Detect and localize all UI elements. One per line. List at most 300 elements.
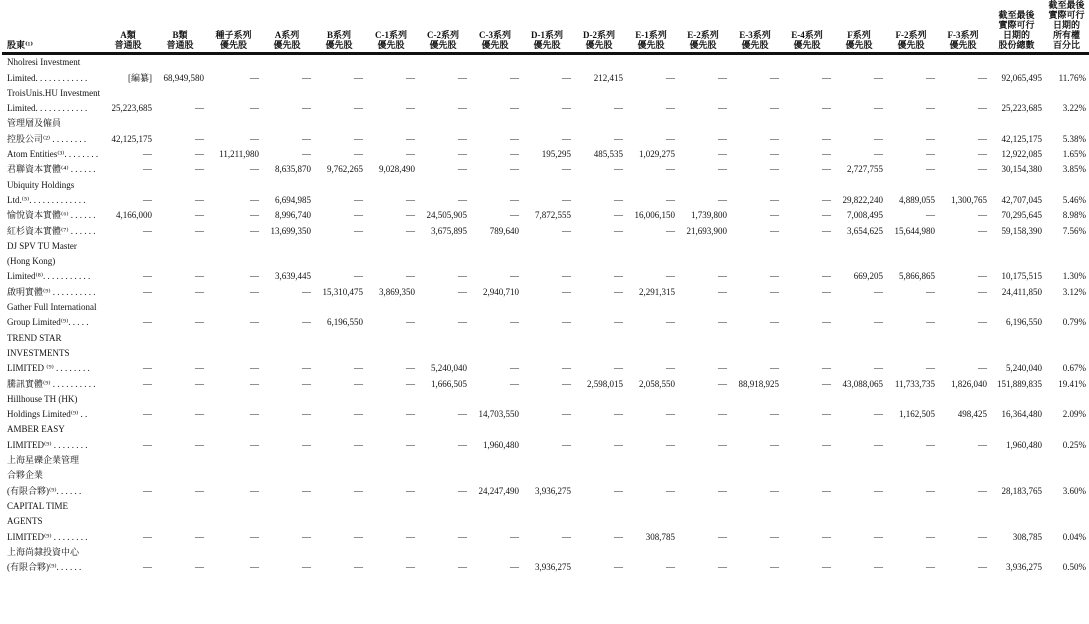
total-shares-cell: 42,125,175 xyxy=(1001,133,1042,144)
share-count-cell xyxy=(781,545,833,560)
table-row xyxy=(2,116,1089,131)
share-count-cell xyxy=(729,346,781,361)
share-count-cell xyxy=(677,116,729,131)
share-count-cell: — xyxy=(926,210,935,221)
share-count-cell xyxy=(781,116,833,131)
share-count-cell: — xyxy=(354,409,363,420)
table-row xyxy=(2,376,1089,391)
share-count-cell xyxy=(885,239,937,254)
header-line: 優先股 xyxy=(585,40,613,50)
share-count-cell xyxy=(313,499,365,514)
header-column-10 xyxy=(573,0,625,54)
share-count-cell: — xyxy=(195,317,204,328)
share-count-cell xyxy=(206,545,261,560)
total-shares-cell: 12,922,085 xyxy=(1001,149,1042,160)
share-count-cell: 789,640 xyxy=(489,225,519,236)
share-count-cell xyxy=(313,300,365,315)
share-count-cell xyxy=(573,86,625,101)
share-count-cell: — xyxy=(666,133,675,144)
share-count-cell xyxy=(261,422,313,437)
header-line: E-4系列 xyxy=(791,30,823,40)
share-count-cell: — xyxy=(978,317,987,328)
share-count-cell xyxy=(469,254,521,269)
share-count-cell xyxy=(102,346,154,361)
share-count-cell xyxy=(417,330,469,345)
share-count-cell: — xyxy=(926,164,935,175)
header-line: 種子系列 xyxy=(215,30,252,40)
share-count-cell xyxy=(102,177,154,192)
share-count-cell xyxy=(885,300,937,315)
share-count-cell xyxy=(781,468,833,483)
share-count-cell xyxy=(261,392,313,407)
share-count-cell: — xyxy=(666,485,675,496)
share-count-cell xyxy=(677,86,729,101)
share-count-cell: 24,247,490 xyxy=(478,485,519,496)
shareholder-name: 上海星礫企業管理 xyxy=(7,455,80,466)
share-count-cell: — xyxy=(666,317,675,328)
share-count-cell xyxy=(206,300,261,315)
share-count-cell xyxy=(417,346,469,361)
share-count-cell xyxy=(833,453,885,468)
share-count-cell: — xyxy=(562,103,571,114)
share-count-cell: — xyxy=(302,363,311,374)
header-column-6 xyxy=(365,0,417,54)
share-count-cell: — xyxy=(770,72,779,83)
share-count-cell: — xyxy=(302,149,311,160)
share-count-cell xyxy=(885,514,937,529)
table-row xyxy=(2,483,1089,498)
share-count-cell: — xyxy=(770,363,779,374)
share-count-cell: — xyxy=(822,439,831,450)
share-count-cell: — xyxy=(354,363,363,374)
share-count-cell: — xyxy=(250,363,259,374)
total-shares-cell: 3,936,275 xyxy=(1006,562,1042,573)
share-count-cell: — xyxy=(250,225,259,236)
share-count-cell: — xyxy=(195,271,204,282)
share-count-cell xyxy=(833,239,885,254)
share-count-cell: — xyxy=(458,149,467,160)
share-count-cell: — xyxy=(354,439,363,450)
share-count-cell xyxy=(154,239,206,254)
header-shareholder xyxy=(2,0,102,54)
share-count-cell xyxy=(365,177,417,192)
share-count-cell: 43,088,065 xyxy=(842,378,883,389)
share-count-cell xyxy=(365,86,417,101)
share-count-cell xyxy=(625,116,677,131)
share-count-cell xyxy=(154,116,206,131)
share-count-cell xyxy=(625,254,677,269)
header-line: 優先股 xyxy=(845,40,873,50)
share-count-cell: — xyxy=(143,439,152,450)
share-count-cell: 3,869,350 xyxy=(379,286,415,297)
share-count-cell xyxy=(573,239,625,254)
share-count-cell xyxy=(417,239,469,254)
share-count-cell xyxy=(729,300,781,315)
share-count-cell: — xyxy=(143,562,152,573)
share-count-cell: — xyxy=(614,210,623,221)
header-line: 優先股 xyxy=(949,40,977,50)
share-count-cell: — xyxy=(250,194,259,205)
ownership-percentage-cell xyxy=(1044,300,1089,315)
share-count-cell xyxy=(833,468,885,483)
share-count-cell xyxy=(521,86,573,101)
total-shares-cell xyxy=(989,453,1044,468)
header-line: 優先股 xyxy=(325,40,353,50)
table-row xyxy=(2,422,1089,437)
share-count-cell xyxy=(625,453,677,468)
header-column-17 xyxy=(937,0,989,54)
header-line: 優先股 xyxy=(897,40,925,50)
header-column-15 xyxy=(833,0,885,54)
header-line: 普通股 xyxy=(166,40,194,50)
share-count-cell xyxy=(781,54,833,71)
share-count-cell: — xyxy=(770,133,779,144)
share-count-cell xyxy=(206,514,261,529)
share-count-cell xyxy=(781,86,833,101)
share-count-cell: — xyxy=(822,164,831,175)
share-count-cell xyxy=(261,346,313,361)
table-row xyxy=(2,361,1089,376)
share-count-cell: — xyxy=(666,363,675,374)
table-row xyxy=(2,468,1089,483)
ownership-percentage-cell: 0.79% xyxy=(1062,317,1086,328)
share-count-cell: — xyxy=(458,439,467,450)
share-count-cell: — xyxy=(195,194,204,205)
total-shares-cell xyxy=(989,514,1044,529)
share-count-cell: 8,635,870 xyxy=(275,164,311,175)
share-count-cell: — xyxy=(770,531,779,542)
share-count-cell: — xyxy=(822,485,831,496)
share-count-cell xyxy=(206,453,261,468)
ownership-percentage-cell xyxy=(1044,453,1089,468)
share-count-cell: — xyxy=(302,317,311,328)
share-count-cell: — xyxy=(302,72,311,83)
share-count-cell: — xyxy=(143,225,152,236)
ownership-percentage-cell: 19.41% xyxy=(1058,378,1086,389)
share-count-cell xyxy=(206,468,261,483)
share-count-cell xyxy=(521,254,573,269)
header-line: 截至最後 xyxy=(998,10,1035,20)
share-count-cell xyxy=(677,514,729,529)
share-count-cell xyxy=(573,499,625,514)
share-count-cell xyxy=(833,177,885,192)
header-line: C-3系列 xyxy=(479,30,511,40)
share-count-cell: — xyxy=(195,149,204,160)
share-count-cell: 11,733,735 xyxy=(894,378,935,389)
shareholder-name: LIMITED⁽⁹⁾ . . . . . . . . xyxy=(7,531,88,542)
header-line: C-2系列 xyxy=(427,30,459,40)
share-count-cell: — xyxy=(510,164,519,175)
header-line: 優先股 xyxy=(637,40,665,50)
share-count-cell xyxy=(206,116,261,131)
share-count-cell: — xyxy=(195,378,204,389)
total-shares-cell xyxy=(989,422,1044,437)
share-count-cell xyxy=(261,453,313,468)
share-count-cell xyxy=(469,330,521,345)
share-count-cell: — xyxy=(718,286,727,297)
share-count-cell: — xyxy=(718,271,727,282)
share-count-cell xyxy=(833,499,885,514)
header-line: F系列 xyxy=(847,30,871,40)
total-shares-cell: 28,183,765 xyxy=(1001,485,1042,496)
header-column-8 xyxy=(469,0,521,54)
header-column-7 xyxy=(417,0,469,54)
share-count-cell xyxy=(573,346,625,361)
header-line: 所有權 xyxy=(1052,30,1080,40)
share-count-cell: — xyxy=(195,210,204,221)
share-count-cell: — xyxy=(770,485,779,496)
share-count-cell xyxy=(102,499,154,514)
share-count-cell xyxy=(154,300,206,315)
share-count-cell: — xyxy=(195,363,204,374)
share-count-cell: 1,300,765 xyxy=(951,194,987,205)
share-count-cell: 9,762,265 xyxy=(327,164,363,175)
share-count-cell: — xyxy=(458,103,467,114)
share-count-cell: 1,739,800 xyxy=(691,210,727,221)
share-count-cell xyxy=(417,514,469,529)
share-count-cell xyxy=(417,300,469,315)
share-count-cell xyxy=(625,514,677,529)
table-row xyxy=(2,560,1089,575)
share-count-cell: 3,654,625 xyxy=(847,225,883,236)
header-line: 日期的 xyxy=(1002,30,1030,40)
share-count-cell: — xyxy=(250,378,259,389)
share-count-cell xyxy=(313,254,365,269)
share-count-cell: — xyxy=(614,409,623,420)
share-count-cell: — xyxy=(250,133,259,144)
header-line: 股東⁽¹⁾ xyxy=(7,40,34,50)
table-row xyxy=(2,346,1089,361)
share-count-cell: — xyxy=(770,562,779,573)
total-shares-cell: 25,223,685 xyxy=(1001,103,1042,114)
share-count-cell xyxy=(573,116,625,131)
share-count-cell xyxy=(206,392,261,407)
share-count-cell xyxy=(885,422,937,437)
share-count-cell: — xyxy=(666,103,675,114)
share-count-cell: — xyxy=(718,439,727,450)
share-count-cell xyxy=(313,239,365,254)
share-count-cell: — xyxy=(978,286,987,297)
share-count-cell xyxy=(573,254,625,269)
share-count-cell xyxy=(521,514,573,529)
share-count-cell: — xyxy=(614,531,623,542)
share-count-cell xyxy=(937,453,989,468)
share-count-cell xyxy=(154,330,206,345)
share-count-cell: 11,211,980 xyxy=(219,149,259,160)
total-shares-cell: 5,240,040 xyxy=(1006,363,1042,374)
ownership-percentage-cell xyxy=(1044,499,1089,514)
share-count-cell xyxy=(729,177,781,192)
shareholder-name: Hillhouse TH (HK) xyxy=(7,393,78,404)
table-row xyxy=(2,453,1089,468)
total-shares-cell xyxy=(989,346,1044,361)
share-count-cell: — xyxy=(718,149,727,160)
share-count-cell xyxy=(154,86,206,101)
share-count-cell: — xyxy=(874,409,883,420)
share-count-cell: — xyxy=(562,439,571,450)
share-count-cell xyxy=(677,422,729,437)
share-count-cell xyxy=(521,499,573,514)
shareholder-name: 上海尚隸投資中心 xyxy=(7,546,80,557)
share-count-cell xyxy=(729,239,781,254)
ownership-percentage-cell xyxy=(1044,545,1089,560)
share-count-cell xyxy=(102,422,154,437)
share-count-cell: 3,936,275 xyxy=(535,485,571,496)
share-count-cell: — xyxy=(978,531,987,542)
share-count-cell xyxy=(313,330,365,345)
shareholder-name: 控股公司⁽²⁾ . . . . . . . . xyxy=(7,133,87,144)
shareholder-name: Limited⁽⁸⁾. . . . . . . . . . . xyxy=(7,271,91,282)
share-count-cell: 8,996,740 xyxy=(275,210,311,221)
share-count-cell xyxy=(677,254,729,269)
share-count-cell: [編纂] xyxy=(128,72,152,83)
share-count-cell xyxy=(833,116,885,131)
ownership-percentage-cell xyxy=(1044,346,1089,361)
share-count-cell: — xyxy=(458,133,467,144)
share-count-cell: — xyxy=(250,562,259,573)
share-count-cell xyxy=(417,453,469,468)
share-count-cell xyxy=(521,422,573,437)
share-count-cell: — xyxy=(770,409,779,420)
share-count-cell: — xyxy=(302,103,311,114)
share-count-cell xyxy=(206,330,261,345)
share-count-cell: — xyxy=(143,164,152,175)
table-row xyxy=(2,529,1089,544)
header-column-5 xyxy=(313,0,365,54)
share-count-cell: — xyxy=(143,378,152,389)
share-count-cell: — xyxy=(458,531,467,542)
header-column-2 xyxy=(154,0,206,54)
share-count-cell: — xyxy=(874,149,883,160)
share-count-cell xyxy=(261,330,313,345)
ownership-percentage-cell: 7.56% xyxy=(1062,225,1086,236)
share-count-cell xyxy=(313,392,365,407)
share-count-cell: — xyxy=(510,72,519,83)
share-count-cell xyxy=(625,177,677,192)
share-count-cell xyxy=(573,54,625,71)
share-count-cell: — xyxy=(718,409,727,420)
share-count-cell xyxy=(261,545,313,560)
share-count-cell: — xyxy=(250,164,259,175)
share-count-cell: — xyxy=(822,317,831,328)
share-count-cell xyxy=(154,54,206,71)
share-count-cell: 24,505,905 xyxy=(426,210,467,221)
share-count-cell: — xyxy=(718,164,727,175)
share-count-cell: — xyxy=(718,133,727,144)
share-count-cell xyxy=(417,499,469,514)
share-count-cell xyxy=(677,392,729,407)
share-count-cell: — xyxy=(666,562,675,573)
share-count-cell xyxy=(365,499,417,514)
share-count-cell: — xyxy=(406,317,415,328)
share-count-cell xyxy=(365,392,417,407)
share-count-cell: — xyxy=(250,286,259,297)
share-count-cell xyxy=(365,453,417,468)
share-count-cell: — xyxy=(250,210,259,221)
total-shares-cell: 59,158,390 xyxy=(1001,225,1042,236)
header-column-3 xyxy=(206,0,261,54)
share-count-cell: 42,125,175 xyxy=(111,133,152,144)
share-count-cell xyxy=(833,86,885,101)
share-count-cell xyxy=(677,499,729,514)
header-line: B系列 xyxy=(326,30,351,40)
share-count-cell: — xyxy=(510,194,519,205)
share-count-cell xyxy=(885,499,937,514)
share-count-cell: — xyxy=(302,485,311,496)
share-count-cell: 3,675,895 xyxy=(431,225,467,236)
share-count-cell xyxy=(729,392,781,407)
share-count-cell: — xyxy=(510,271,519,282)
ownership-percentage-cell: 1.30% xyxy=(1062,271,1086,282)
share-count-cell: — xyxy=(406,485,415,496)
shareholding-table xyxy=(2,0,1089,575)
share-count-cell: — xyxy=(354,225,363,236)
share-count-cell: — xyxy=(562,317,571,328)
share-count-cell xyxy=(521,54,573,71)
shareholder-name: 愉悅資本實體⁽⁶⁾ . . . . . . xyxy=(7,210,96,221)
share-count-cell xyxy=(261,514,313,529)
share-count-cell xyxy=(625,499,677,514)
share-count-cell: — xyxy=(874,439,883,450)
share-count-cell: — xyxy=(354,133,363,144)
share-count-cell: — xyxy=(822,363,831,374)
table-body xyxy=(2,54,1089,576)
share-count-cell: 88,918,925 xyxy=(738,378,779,389)
table-row xyxy=(2,392,1089,407)
share-count-cell xyxy=(365,422,417,437)
shareholder-name: CAPITAL TIME xyxy=(7,500,69,511)
share-count-cell xyxy=(154,468,206,483)
share-count-cell xyxy=(573,468,625,483)
share-count-cell: — xyxy=(143,363,152,374)
share-count-cell: — xyxy=(195,225,204,236)
share-count-cell: — xyxy=(770,225,779,236)
share-count-cell xyxy=(206,54,261,71)
share-count-cell: — xyxy=(406,378,415,389)
share-count-cell xyxy=(154,392,206,407)
share-count-cell: — xyxy=(354,562,363,573)
table-row xyxy=(2,177,1089,192)
share-count-cell xyxy=(261,239,313,254)
share-count-cell xyxy=(102,86,154,101)
share-count-cell: — xyxy=(874,317,883,328)
share-count-cell xyxy=(313,116,365,131)
share-count-cell: 5,866,865 xyxy=(899,271,935,282)
share-count-cell: — xyxy=(666,409,675,420)
share-count-cell: 16,006,150 xyxy=(634,210,675,221)
share-count-cell: — xyxy=(458,409,467,420)
header-line: 優先股 xyxy=(793,40,821,50)
table-row xyxy=(2,239,1089,254)
share-count-cell xyxy=(469,239,521,254)
share-count-cell: — xyxy=(614,439,623,450)
ownership-percentage-cell xyxy=(1044,422,1089,437)
header-line: E-3系列 xyxy=(739,30,771,40)
share-count-cell xyxy=(677,54,729,71)
table-row xyxy=(2,101,1089,116)
share-count-cell: — xyxy=(614,164,623,175)
share-count-cell: 5,240,040 xyxy=(431,363,467,374)
share-count-cell xyxy=(206,346,261,361)
share-count-cell: — xyxy=(874,531,883,542)
share-count-cell xyxy=(154,499,206,514)
share-count-cell xyxy=(937,54,989,71)
share-count-cell: — xyxy=(354,103,363,114)
share-count-cell: 6,694,985 xyxy=(275,194,311,205)
share-count-cell: — xyxy=(614,363,623,374)
table-row xyxy=(2,70,1089,85)
total-shares-cell xyxy=(989,116,1044,131)
